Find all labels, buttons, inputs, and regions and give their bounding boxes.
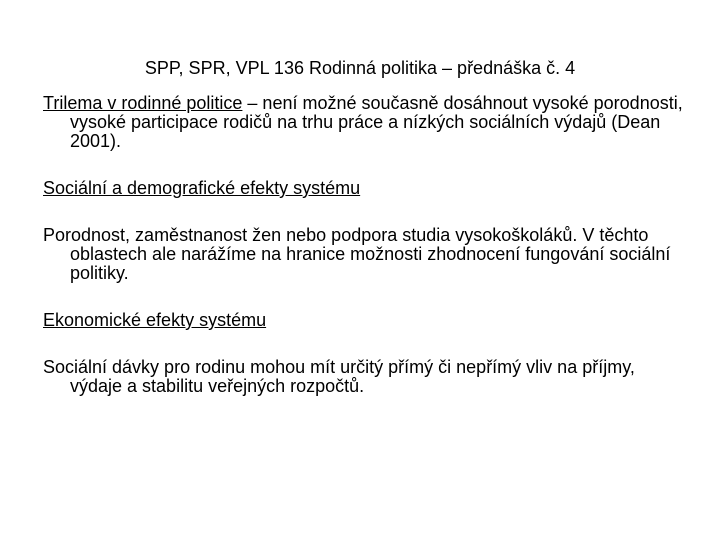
trilemma-text: – není možné současně dosáhnout vysoké porodnosti, vysoké participace rodičů na trhu práce a nízkých sociálních výdajů (Dean 2001). bbox=[70, 93, 683, 151]
trilemma-term: Trilema v rodinné politice bbox=[43, 93, 243, 113]
fertility-paragraph: Porodnost, zaměstnanost žen nebo podpora studia vysokoškoláků. V těchto oblastech ale narážíme na hranice možnosti zhodnocení fungování sociální politiky. bbox=[43, 225, 671, 283]
social-demographic-heading: Sociální a demografické efekty systému bbox=[43, 178, 361, 198]
economic-effects-heading: Ekonomické efekty systému bbox=[43, 310, 267, 330]
trilemma-paragraph bbox=[43, 94, 683, 151]
slide-content bbox=[43, 94, 683, 396]
slide-title: SPP, SPR, VPL 136 Rodinná politika – přednáška č. 4 bbox=[144, 58, 576, 78]
benefits-paragraph: Sociální dávky pro rodinu mohou mít určitý přímý či nepřímý vliv na příjmy, výdaje a stabilitu veřejných rozpočtů. bbox=[43, 357, 635, 396]
